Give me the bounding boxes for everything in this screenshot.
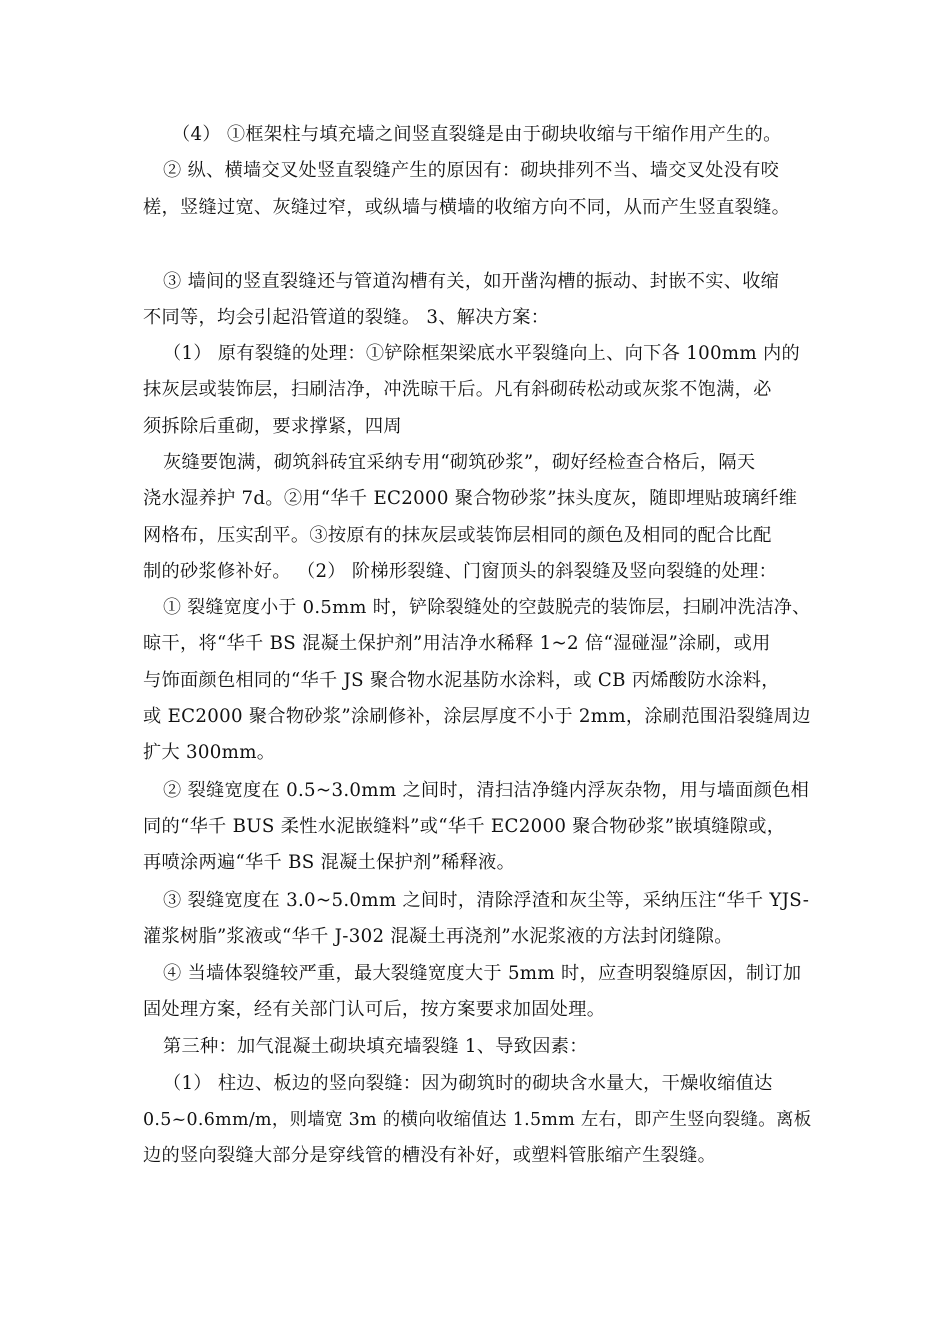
text-line: 固处理方案，经有关部门认可后，按方案要求加固处理。	[143, 999, 606, 1020]
text-line: 网格布，压实刮平。③按原有的抹灰层或装饰层相同的颜色及相同的配合比配	[143, 525, 772, 546]
text-line: 扩大 300mm。	[143, 742, 276, 763]
text-line: ② 裂缝宽度在 0.5~3.0mm 之间时，清扫洁净缝内浮灰杂物，用与墙面颜色相	[163, 780, 810, 801]
text-line: （1） 原有裂缝的处理：①铲除框架梁底水平裂缝向上、向下各 100mm 内的	[163, 343, 800, 364]
text-line: 制的砂浆修补好。 （2） 阶梯形裂缝、门窗顶头的斜裂缝及竖向裂缝的处理：	[143, 561, 778, 582]
text-line: 抹灰层或装饰层，扫刷洁净，冲洗晾干后。凡有斜砌砖松动或灰浆不饱满，必	[143, 379, 772, 400]
text-line: 浇水湿养护 7d。②用“华千 EC2000 聚合物砂浆”抹头度灰，随即埋贴玻璃纤维	[143, 488, 798, 509]
text-line: （4） ①框架柱与填充墙之间竖直裂缝是由于砌块收缩与干缩作用产生的。	[172, 124, 782, 145]
text-line: 或 EC2000 聚合物砂浆”涂刷修补，涂层厚度不小于 2mm，涂刷范围沿裂缝周边	[143, 706, 811, 727]
text-line: 灌浆树脂”浆液或“华千 J-302 混凝土再浇剂”水泥浆液的方法封闭缝隙。	[143, 926, 733, 947]
text-line: 须拆除后重砌，要求撑紧，四周	[143, 416, 402, 437]
text-line: 不同等，均会引起沿管道的裂缝。 3、解决方案：	[143, 307, 550, 328]
text-line: ③ 裂缝宽度在 3.0~5.0mm 之间时，清除浮渣和灰尘等，采纳压注“华千 YJS-	[163, 890, 810, 911]
text-line: 边的竖向裂缝大部分是穿线管的槽没有补好，或塑料管胀缩产生裂缝。	[143, 1145, 717, 1166]
text-line: 槎，竖缝过宽、灰缝过窄，或纵墙与横墙的收缩方向不同，从而产生竖直裂缝。	[143, 197, 791, 218]
text-line: 与饰面颜色相同的“华千 JS 聚合物水泥基防水涂料，或 CB 丙烯酸防水涂料，	[143, 670, 780, 691]
text-line: ④ 当墙体裂缝较严重，最大裂缝宽度大于 5mm 时，应查明裂缝原因，制订加	[163, 963, 802, 984]
text-line: ② 纵、横墙交叉处竖直裂缝产生的原因有：砌块排列不当、墙交叉处没有咬	[163, 160, 780, 181]
text-line: 第三种：加气混凝土砌块填充墙裂缝 1、导致因素：	[163, 1036, 588, 1057]
text-line: 再喷涂两遍“华千 BS 混凝土保护剂”稀释液。	[143, 852, 516, 873]
text-line: ① 裂缝宽度小于 0.5mm 时，铲除裂缝处的空鼓脱壳的装饰层，扫刷冲洗洁净、	[163, 597, 811, 618]
text-line: ③ 墙间的竖直裂缝还与管道沟槽有关，如开凿沟槽的振动、封嵌不实、收缩	[163, 271, 780, 292]
text-line: 同的“华千 BUS 柔性水泥嵌缝料”或“华千 EC2000 聚合物砂浆”嵌填缝隙或，	[143, 816, 786, 837]
text-line: （1） 柱边、板边的竖向裂缝：因为砌筑时的砌块含水量大，干燥收缩值达	[163, 1073, 773, 1094]
text-line: 晾干，将“华千 BS 混凝土保护剂”用洁净水稀释 1~2 倍“湿碰湿”涂刷，或用	[143, 633, 771, 654]
text-line: 灰缝要饱满，砌筑斜砖宜采纳专用“砌筑砂浆”，砌好经检查合格后，隔天	[163, 452, 756, 473]
text-line: 0.5~0.6mm/m，则墙宽 3m 的横向收缩值达 1.5mm 左右，即产生竖向裂缝。离板	[143, 1110, 812, 1130]
